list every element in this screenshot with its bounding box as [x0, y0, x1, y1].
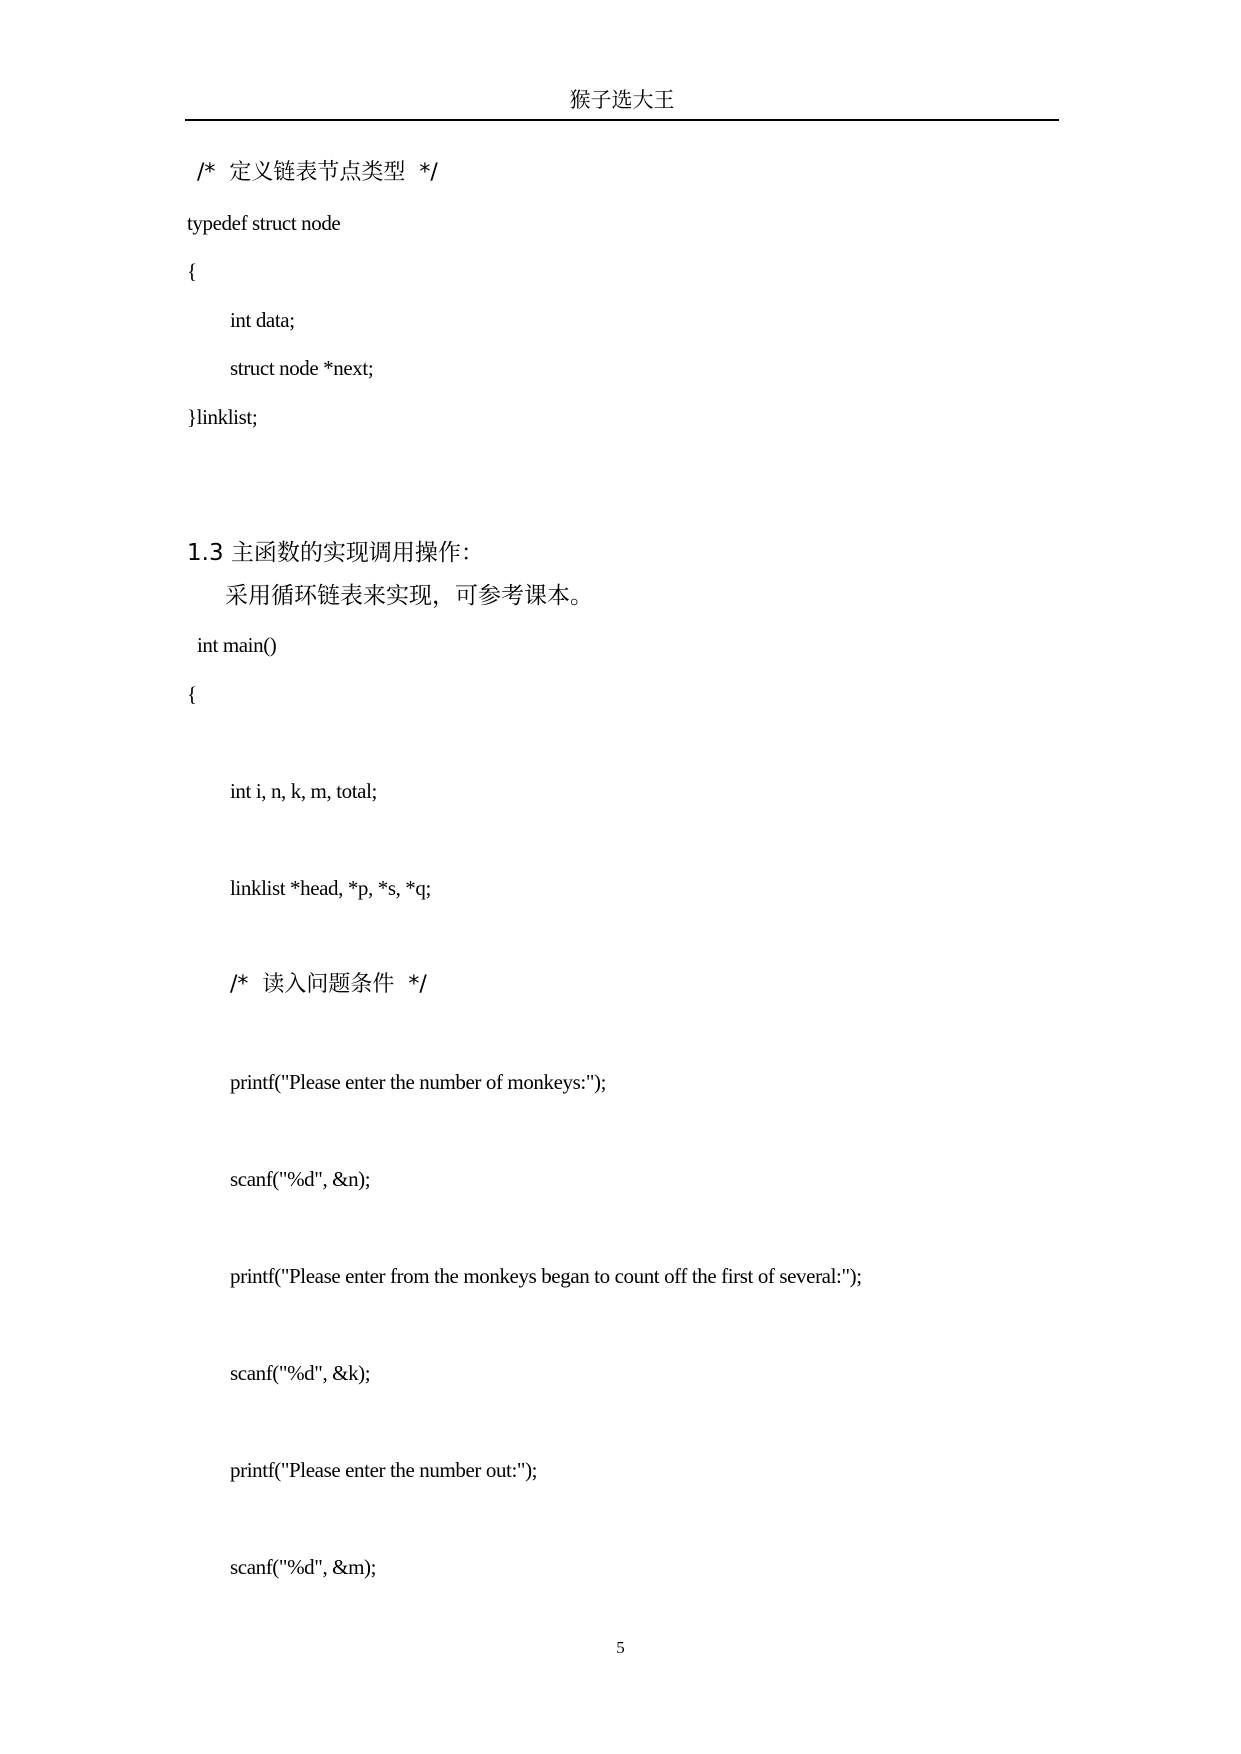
code-decl-ints: int i, n, k, m, total; [230, 779, 377, 803]
code-printf-monkeys: printf("Please enter the number of monkeys:"); [230, 1070, 607, 1094]
code-scanf-m: scanf("%d", &m); [230, 1555, 377, 1579]
code-comment-node-type: /* 定义链表节点类型 */ [197, 160, 438, 185]
header-divider [185, 119, 1059, 121]
code-printf-start: printf("Please enter from the monkeys began to count off the first of several:"); [230, 1264, 862, 1288]
page-header-title: 猴子选大王 [569, 88, 675, 112]
code-scanf-k: scanf("%d", &k); [230, 1361, 371, 1385]
code-typedef-line: typedef struct node [187, 211, 341, 235]
code-close-typedef: }linklist; [187, 405, 258, 429]
code-printf-out: printf("Please enter the number out:"); [230, 1458, 538, 1482]
code-comment-read-input: /* 读入问题条件 */ [230, 972, 427, 997]
code-open-brace: { [187, 682, 197, 706]
code-main-signature: int main() [197, 633, 277, 657]
section-heading: 1.3 主函数的实现调用操作： [187, 540, 484, 566]
code-decl-pointers: linklist *head, *p, *s, *q; [230, 876, 431, 900]
code-scanf-n: scanf("%d", &n); [230, 1167, 371, 1191]
section-intro-paragraph: 采用循环链表来实现，可参考课本。 [225, 583, 593, 609]
page-number: 5 [616, 1638, 625, 1657]
code-field-data: int data; [230, 308, 295, 332]
code-open-brace: { [187, 259, 197, 283]
code-field-next: struct node *next; [230, 356, 374, 380]
